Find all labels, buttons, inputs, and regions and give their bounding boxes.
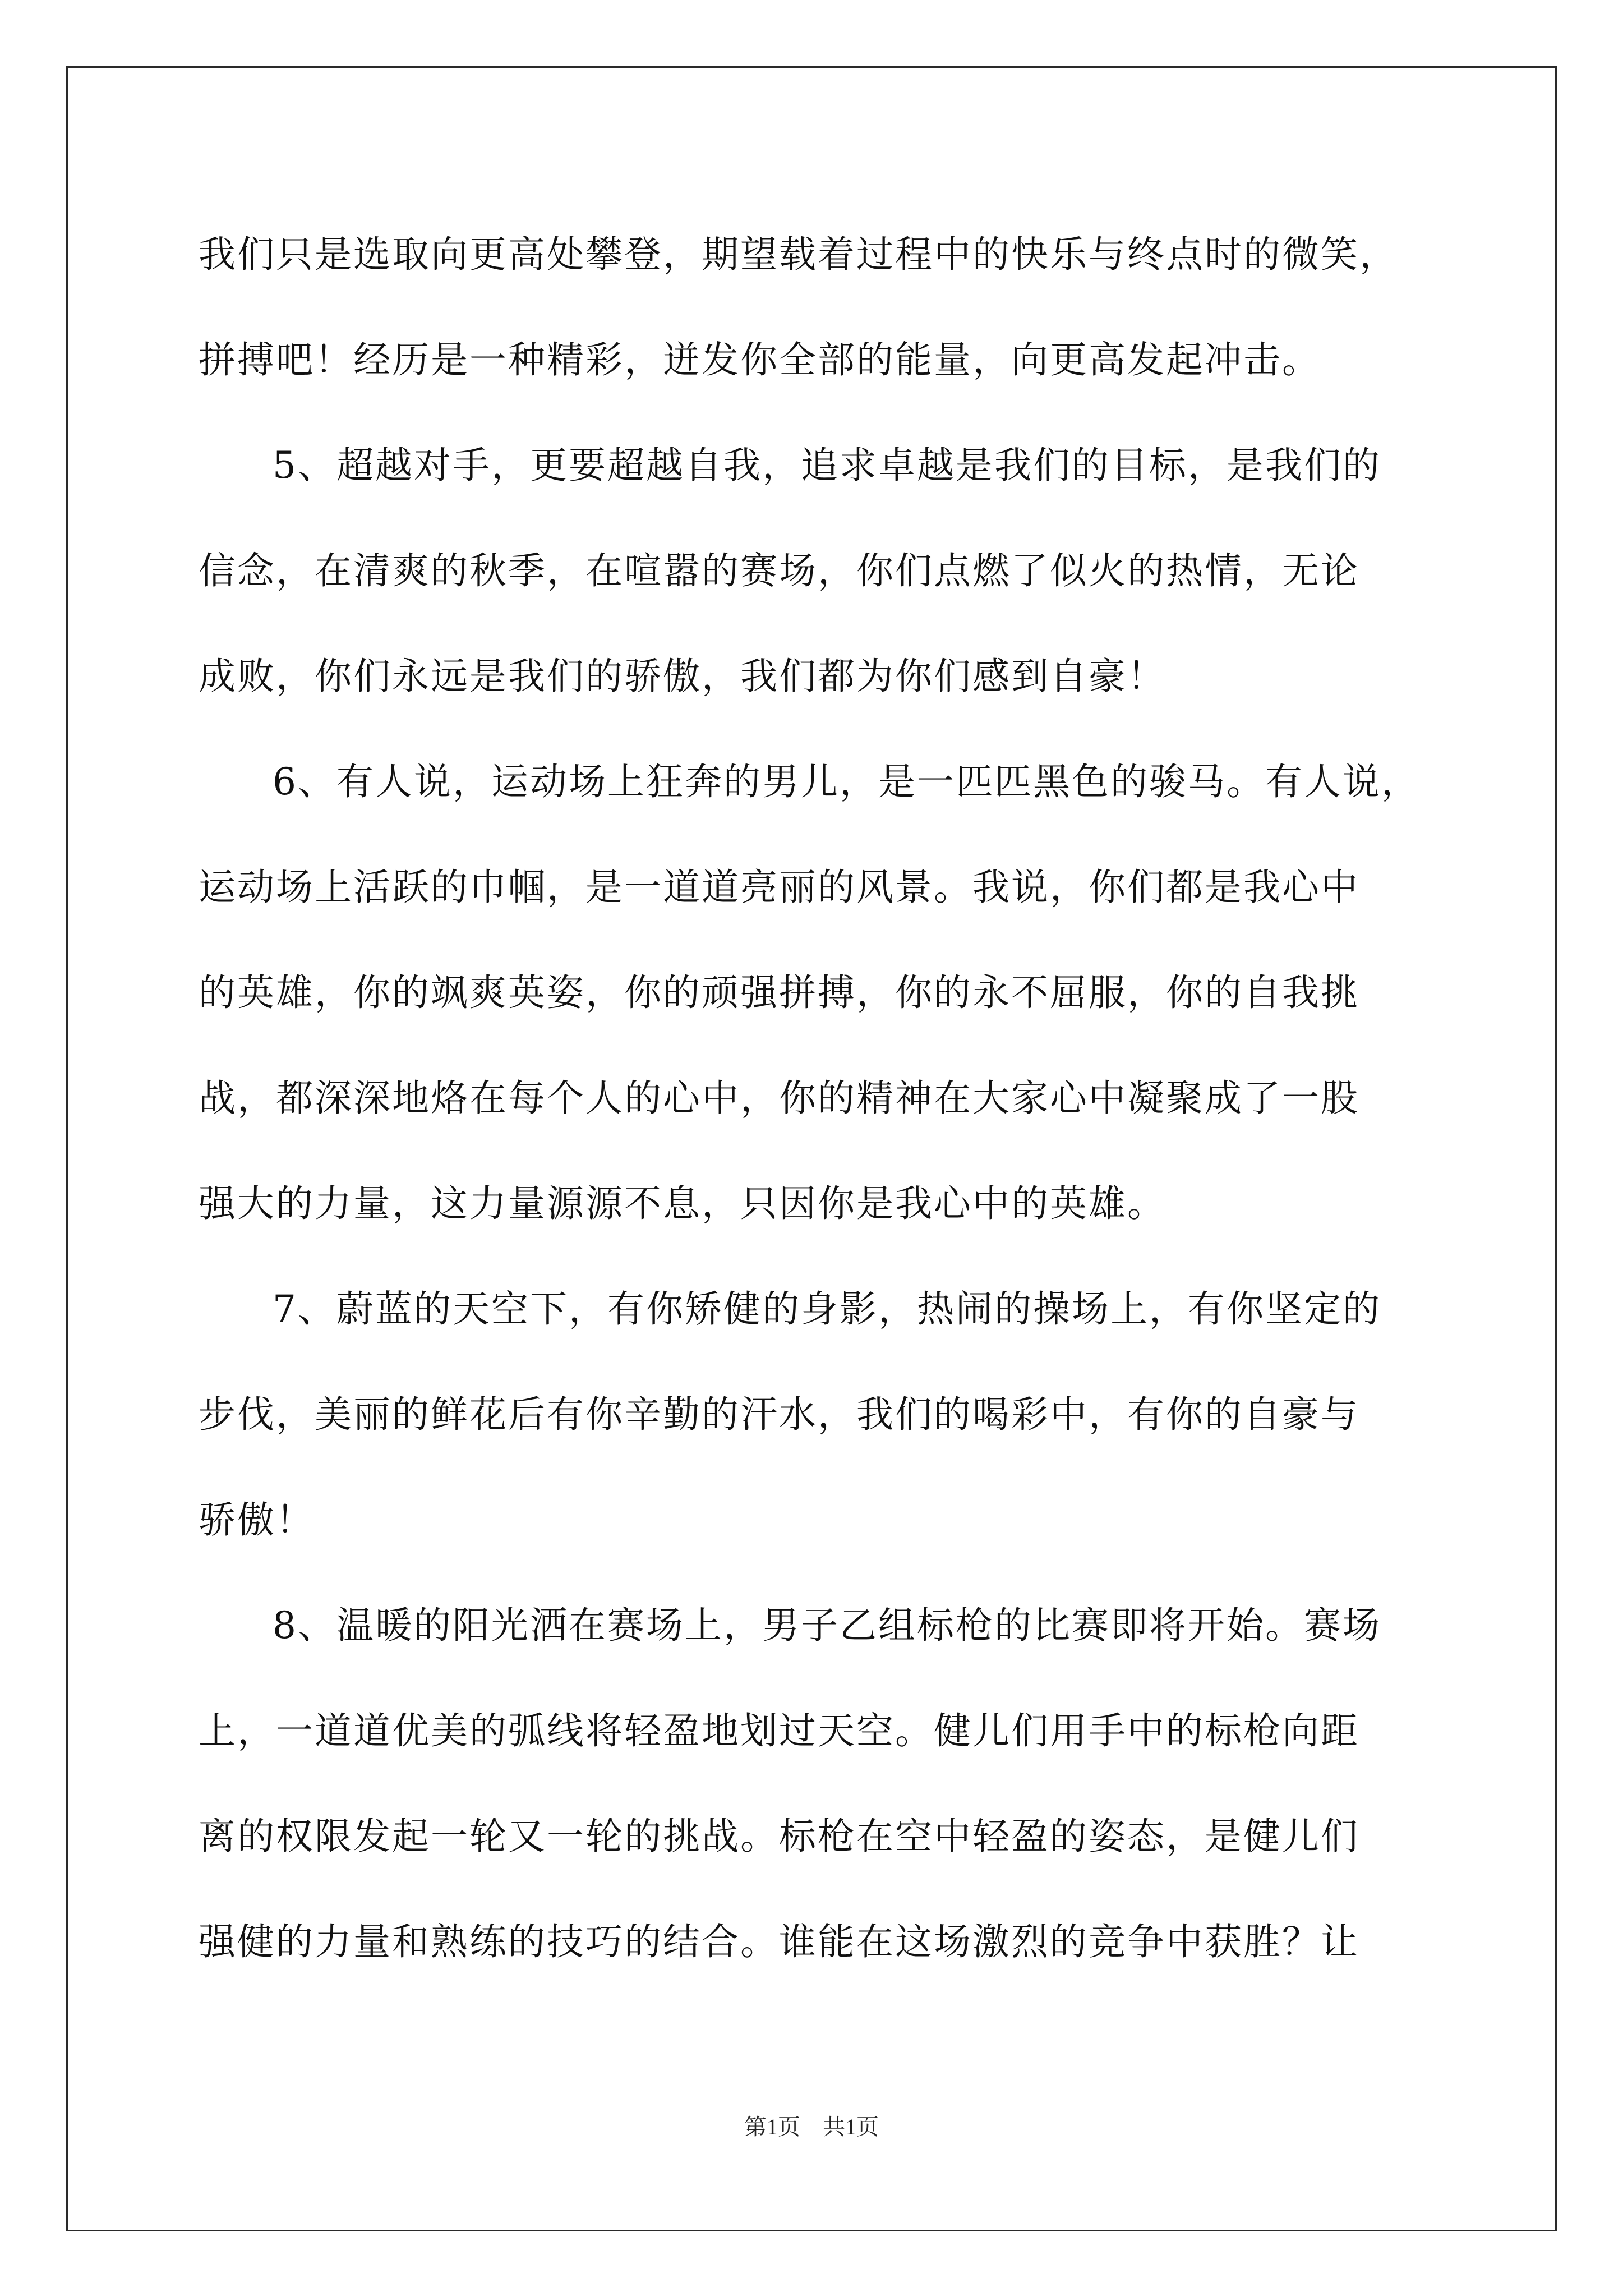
page-number-footer: 第1页 共1页 — [744, 2114, 879, 2139]
text-line: 信念，在清爽的秋季，在喧嚣的赛场，你们点燃了似火的热情，无论 — [199, 549, 1359, 592]
text-line: 步伐，美丽的鲜花后有你辛勤的汗水，我们的喝彩中，有你的自豪与 — [199, 1393, 1359, 1436]
text-line: 骄傲！ — [199, 1498, 315, 1542]
text-line: 的英雄，你的飒爽英姿，你的顽强拼搏，你的永不屈服，你的自我挑 — [199, 971, 1359, 1014]
paragraph-7-start: 7、蔚蓝的天空下，有你矫健的身影，热闹的操场上，有你坚定的 — [273, 1287, 1381, 1331]
text-line: 运动场上活跃的巾帼，是一道道亮丽的风景。我说，你们都是我心中 — [199, 866, 1359, 909]
text-line: 强大的力量，这力量源源不息，只因你是我心中的英雄。 — [199, 1182, 1166, 1225]
paragraph-8-start: 8、温暖的阳光洒在赛场上，男子乙组标枪的比赛即将开始。赛场 — [273, 1604, 1381, 1647]
text-line: 拼搏吧！经历是一种精彩，迸发你全部的能量，向更高发起冲击。 — [199, 338, 1321, 381]
text-line: 战，都深深地烙在每个人的心中，你的精神在大家心中凝聚成了一股 — [199, 1076, 1359, 1120]
text-line: 强健的力量和熟练的技巧的结合。谁能在这场激烈的竞争中获胜？让 — [199, 1920, 1359, 1963]
paragraph-6-start: 6、有人说，运动场上狂奔的男儿，是一匹匹黑色的骏马。有人说， — [273, 760, 1420, 803]
text-line: 成败，你们永远是我们的骄傲，我们都为你们感到自豪！ — [199, 655, 1166, 698]
document-body — [199, 202, 1427, 1995]
text-line: 上，一道道优美的弧线将轻盈地划过天空。健儿们用手中的标枪向距 — [199, 1709, 1359, 1752]
text-line: 离的权限发起一轮又一轮的挑战。标枪在空中轻盈的姿态，是健儿们 — [199, 1815, 1359, 1858]
text-line: 我们只是选取向更高处攀登，期望载着过程中的快乐与终点时的微笑， — [199, 233, 1398, 276]
paragraph-5-start: 5、超越对手，更要超越自我，追求卓越是我们的目标，是我们的 — [273, 444, 1381, 487]
